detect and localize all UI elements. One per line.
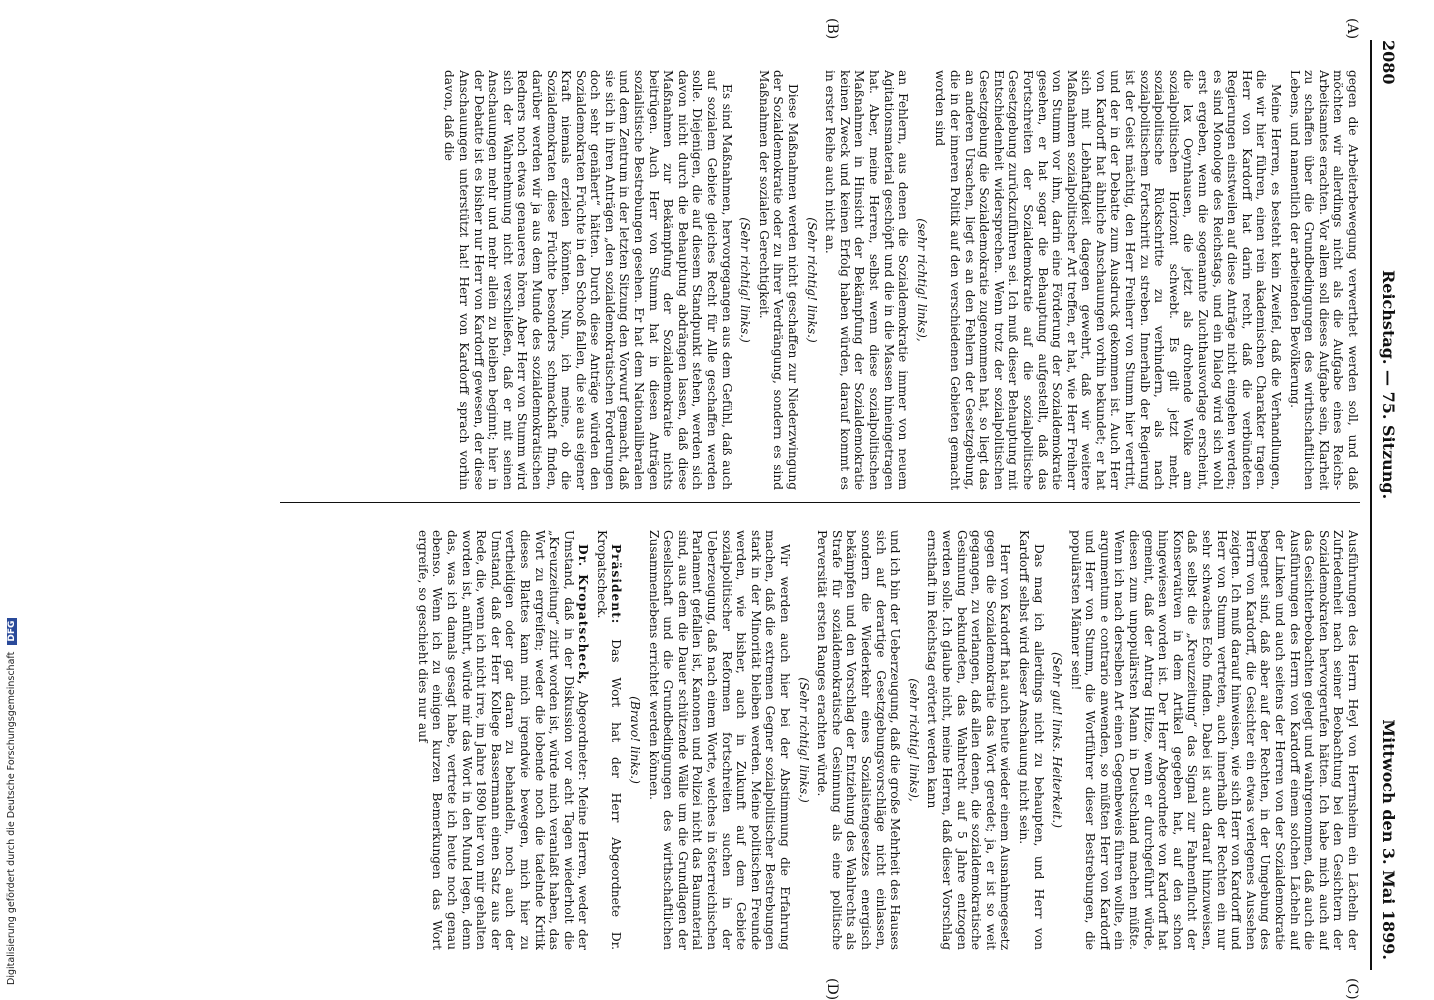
paragraph: Das mag ich allerdings nicht zu behaupten, und Herr von Kardorff selbst wird dieser Anschauung nicht sein. [1016,530,1046,950]
page-title: Reichstag. — 75. Sitzung. [1379,270,1398,500]
speaker-text: Abgeordneter: Meine Herren, weder der Umstand, daß in der Diskussion vor acht Tagen wiederholt die „Kreuzzeitung“ zitirt worden ist, würde mich veranlaßt haben, das Wort zu ergreifen; weder die lobende noch die tadelnde Kritik dieses Blattes kann mich irgendwie bewegen, mich hier zu vertheidigen oder gar daran zu behandeln, noch auch der Umstand, daß der Herr Kollege Bassermann einen Satz aus der Rede, die, wenn ich nicht irre, im Jahre 1890 hier von mir gehalten worden ist, anführt, würde mir das Wort in den Mund legen, denn das, was ich damals gesagt habe, vertrete ich heute noch genau ebenso. Wenn ich zu einigen kurzen Bemerkungen das Wort ergreife, so geschieht dies nur auf [415,530,591,950]
speaker-label: Dr. Kropatscheck, [576,544,591,686]
paragraph: an Fehlern, aus denen die Sozialdemokratie immer von neuem Agitationsmaterial geschöpft und die in die Massen hineingetragen hat. Aber, meine Herren, selbst wenn diese sozialpolitischen Maßnahmen in Hinsicht der Bekämpfung der Sozialdemokratie keinen Zweck und keinen Erfolg haben würden, darauf kommt es in erster Reihe auch nicht an. [823,70,911,490]
margin-letter-a: (A) [1344,18,1360,40]
president-paragraph [594,530,623,950]
president-label: Präsident: [609,544,624,625]
interjection: (sehr richtig! links), [914,218,929,342]
interjection: (Sehr gut! links. Heiterkeit.) [1050,652,1065,828]
page-header [1370,40,1400,970]
page-number: 2080 [1379,40,1398,85]
interjection: (sehr richtig! links), [906,678,921,802]
paragraph: Herr von Kardorff hat auch heute wieder einem Ausnahmegesetz gegen die Sozialdemokratie das Wort geredet; ja, er ist so weit gegangen, zu verlangen, daß allen denen, die sozialdemokratische Gesinnung bekundeten, das Wahlrecht auf 5 Jahre entzogen werden solle. Ich glaube nicht, meine Herren, daß dieser Vorschlag ernsthaft im Reichstag erörtert werden kann [925,530,1013,950]
president-text: Das Wort hat der Herr Abgeordnete Dr. Kropatscheck. [594,530,624,950]
paragraph: Wir werden auch hier bei der Abstimmung die Erfahrung machen, daß die extremen Gegner sozialpolitischer Bestrebungen stark in der Minorität bleiben werden. Meine politischen Freunde werden, wie bisher, auch in Zukunft auf dem Gebiete sozialpolitischer Reformen fortschreiten suchen in der Ueberzeugung, daß nach einem Worte, welches in österreichischen Parlament gefallen ist, Kanonen und Polizei nicht das Baumaterial sind, aus dem die Dauer schützende Wälle um die Grundlagen der Gesellschaft und die Grundbedingungen des wirthschaftlichen Zusammenlebens errichtet werden können. [646,530,793,950]
speaker-paragraph [415,530,590,950]
margin-letter-c: (C) [1344,978,1360,1000]
interjection: (Bravo! links.) [628,696,643,784]
dfg-logo: DFG [7,618,17,645]
left-column [280,70,1360,490]
digitization-credit [6,618,17,985]
page-date: Mittwoch den 3. Mai 1899. [1379,719,1398,960]
paragraph: Diese Maßnahmen werden nicht geschaffen zur Niederzwingung der Sozialdemokratie oder zu ihrer Verdrängung, sondern es sind Maßnahmen der sozialen Gerechtigkeit. [756,70,801,490]
paragraph: und ich bin der Ueberzeugung, daß die große Mehrheit des Hauses sich auf derartige Gesetzgebungsvorschläge nicht einlassen, sondern die Wiederkehr eines Sozialistengesetzes energisch bekämpfen und den Vorschlag der Entziehung des Wahlrechts als Strafe für sozialdemokratische Gesinnung als eine politische Perversität ersten Ranges erachten würde. [815,530,903,950]
margin-letter-b: (B) [824,18,840,40]
paragraph: Meine Herren, es besteht kein Zweifel, daß die Verhandlungen, die wir hier führen, einen rein akademischen Charakter tragen. Herr von Kardorff hat darin recht, daß die verbündeten Regierungen einstweilen auf diese Anträge nicht eingehen werden; es sind Monologe des Reichstags, und ein Dialog wird sich wohl erst ergeben, wenn die sogenannte Zuchthausvorlage erscheint, die lex Oeynhausen, die jetzt als drohende Wolke am sozialpolitischen Horizont schwebt. Es gilt jetzt mehr, sozialpolitische Rückschritte zu verhindern, als nach sozialpolitischem Fortschritt zu streben. Innerhalb der Regierung ist der Geist mächtig, den Herr Freiherr von Stumm hier vertritt, und der in der Debatte zum Ausdruck gekommen ist. Auch Herr von Kardorff hat ähnliche Anschauungen vorhin bekundet; er hat sich mit Lebhaftigkeit dagegen gewehrt, daß wir weitere Maßnahmen sozialpolitischer Art treffen, er hat, wie Herr Freiherr von Stumm vor ihm, darin eine Förderung der Sozialdemokratie gesehen, er hat sogar die Behauptung aufgestellt, daß das Fortschreiten der Sozialdemokratie auf die sozialpolitische Gesetzgebung zurückzuführen sei. Ich muß dieser Behauptung mit Entschiedenheit widersprechen. Wenn trotz der sozialpolitischen Gesetzgebung die Sozialdemokratie zugenommen hat, so liegt das an anderen Ursachen, liegt es an den Fehlern der Gesetzgebung, die in der inneren Politik auf den verschiedenen Gebieten gemacht worden sind [933,70,1284,490]
interjection: (Sehr richtig! links.) [804,217,819,343]
paragraph: gegen die Arbeiterbewegung verwerthet werden soll, und daß möchten wir allerdings nicht als die Aufgabe eines Reichs-Arbeitsamtes erachten. Vor allem soll dieses Aufgabe sein, Klarheit zu schaffen über die Grundbedingungen des wirthschaftlichen Lebens, und namentlich der arbeitenden Bevölkerung. [1287,70,1360,490]
margin-letter-d: (D) [824,978,840,1000]
interjection: (Sehr richtig! links.) [738,217,753,343]
paragraph: Es sind Maßnahmen, hervorgegangen aus dem Gefühl, daß auch auf sozialem Gebiete gleiches Recht für Alle geschaffen werden solle. Diejenigen, die auf diesem Standpunkt stehen, werden sich davon nicht durch die Behauptung abdrängen lassen, daß diese Maßnahmen zur Bekämpfung der Sozialdemokratie nichts beitrügen. Auch Herr von Stumm hat in diesen Anträgen sozialistische Bestrebungen gesehen. Er hat dem Nationalliberalen und dem Zentrum in der letzten Sitzung den Vorwurf gemacht, daß sie sich in ihren Anträgen „den sozialdemokratischen Forderungen doch sehr genähert“ hätten. Durch diese Anträge würden den Sozialdemokraten Früchte in den Schooß fallen, die sie aus eigener Kraft niemals erzielen könnten. Nun, ich meine, ob die Sozialdemokraten diese Früchte besonders schmackhaft finden, darüber werden wir ja aus dem Munde des sozialdemokratischen Redners noch etwas genaueres hören. Aber Herr von Stumm wird sich der Wahrnehmung nicht verschließen, daß er mit seinen Anschauungen mehr und mehr allein zu bleiben beginnt; hier in der Debatte ist es bisher nur Herr von Kardorff gewesen, der diese Anschauungen unterstützt hat! Herr von Kardorff sprach vorhin davon, daß die [442,70,734,490]
right-column [280,530,1360,950]
column-divider [280,502,1360,503]
credit-text: Digitalisierung gefördert durch die Deutsche Forschungsgemeinschaft [6,651,17,985]
document-page [70,18,1400,1000]
paragraph: Ausführungen des Herrn Heyl von Herrnsheim ein Lächeln der Zufriedenheit nach seiner Beobachtung bei den Gesichtern der Sozialdemokraten hervorgerufen hätten. Ich habe mich auch auf das Gesichterbeobachten gelegt und wahrgenommen, daß auch die Ausführungen des Herrn von Kardorff einem solchen Lächeln auf der Linken und auch seitens der Herren von der Sozialdemokratie begegnet sind, daß aber auf der Rechten, in der Umgebung des Herrn von Kardorff, die Gesichter ein etwas verlegenes Aussehen zeigten. Ich muß darauf hinweisen, wie sich Herr von Kardorff und Herr von Stumm vertreten, auch innerhalb der Rechten ein nur sehr schwaches Echo finden. Dabei ist auch darauf hinzuweisen, daß selbst die „Kreuzzeitung“ das Signal zur Fahnenflucht der Konservativen in dem Artikel gegeben hat, auf den schon hingewiesen worden ist. Der Herr Abgeordnete von Kardorff hat gemeint, daß der Antrag Hitze, wenn er durchgeführt würde, diesen zum unpopulärsten Mann in Deutschland machen müßte. Wenn ich nach derselben Art einen Gegenbeweis führen wollte, ein argumentum e contrario anwenden, so müßten Herr von Kardorff und Herr von Stumm, die Wortführer dieser Bestrebungen, die populärsten Männer sein! [1068,530,1360,950]
interjection: (Sehr richtig! links.) [796,677,811,803]
